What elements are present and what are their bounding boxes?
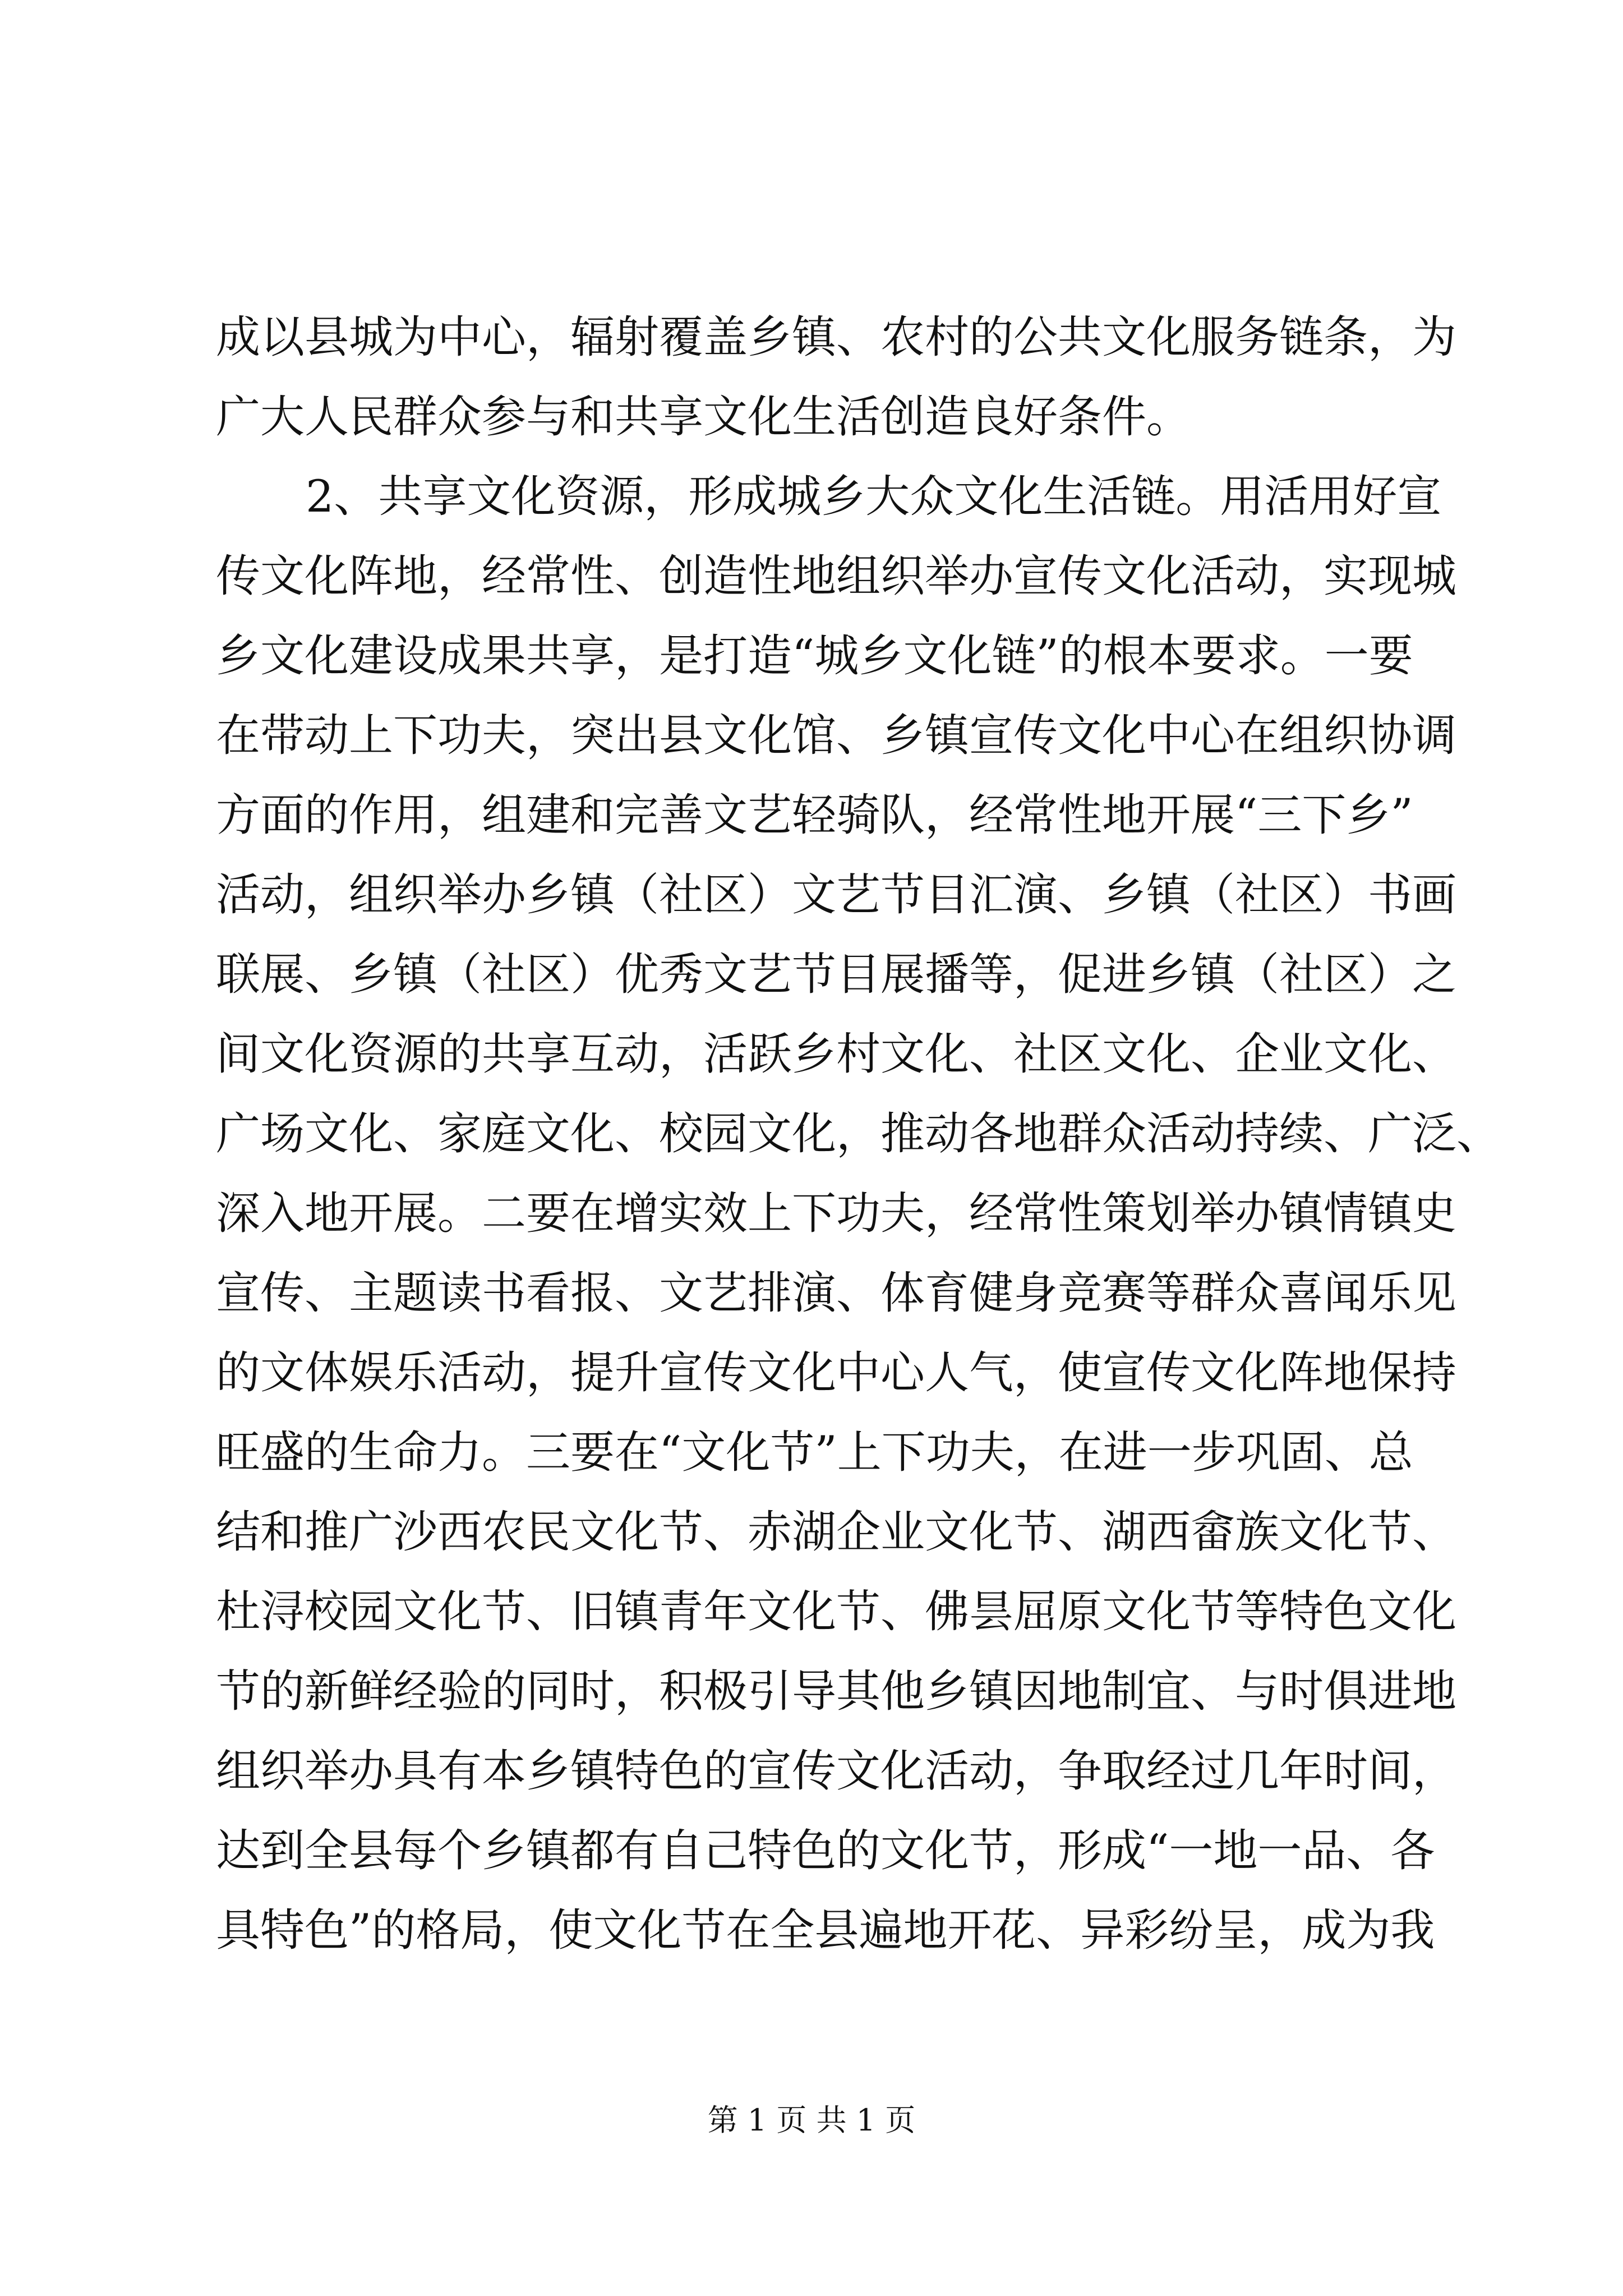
text-line-21: 具特色”的格局，使文化节在全县遍地开花、异彩纷呈，成为我: [216, 1904, 1435, 1956]
text-line-2: 广大人民群众参与和共享文化生活创造良好条件。: [216, 391, 1191, 443]
text-line-16: 结和推广沙西农民文化节、赤湖企业文化节、湖西畲族文化节、: [216, 1506, 1456, 1558]
text-line-17: 杜浔校园文化节、旧镇青年文化节、佛昙屈原文化节等特色文化: [216, 1586, 1456, 1637]
text-line-19: 组织举办具有本乡镇特色的宣传文化活动，争取经过几年时间，: [216, 1745, 1456, 1797]
text-line-12: 深入地开展。二要在增实效上下功夫，经常性策划举办镇情镇史: [216, 1188, 1456, 1239]
text-line-4: 传文化阵地，经常性、创造性地组织举办宣传文化活动，实现城: [216, 550, 1456, 602]
page-number-footer: 第 1 页 共 1 页: [707, 2102, 916, 2138]
text-line-8: 活动，组织举办乡镇（社区）文艺节目汇演、乡镇（社区）书画: [216, 869, 1456, 921]
text-line-9: 联展、乡镇（社区）优秀文艺节目展播等，促进乡镇（社区）之: [216, 949, 1456, 1000]
text-line-1: 成以县城为中心，辐射覆盖乡镇、农村的公共文化服务链条，为: [216, 311, 1456, 363]
text-line-10: 间文化资源的共享互动，活跃乡村文化、社区文化、企业文化、: [216, 1028, 1456, 1080]
text-line-13: 宣传、主题读书看报、文艺排演、体育健身竞赛等群众喜闻乐见: [216, 1267, 1456, 1319]
text-line-15: 旺盛的生命力。三要在“文化节”上下功夫，在进一步巩固、总: [216, 1427, 1413, 1478]
text-line-6: 在带动上下功夫，突出县文化馆、乡镇宣传文化中心在组织协调: [216, 710, 1456, 761]
text-line-11: 广场文化、家庭文化、校园文化，推动各地群众活动持续、广泛、: [216, 1108, 1501, 1159]
text-line-14: 的文体娱乐活动，提升宣传文化中心人气，使宣传文化阵地保持: [216, 1347, 1456, 1398]
text-line-7: 方面的作用，组建和完善文艺轻骑队，经常性地开展“三下乡”: [216, 789, 1413, 841]
text-line-20: 达到全县每个乡镇都有自己特色的文化节，形成“一地一品、各: [216, 1825, 1435, 1876]
text-line-18: 节的新鲜经验的同时，积极引导其他乡镇因地制宜、与时俱进地: [216, 1665, 1456, 1717]
document-body: [216, 297, 1501, 1970]
text-line-5: 乡文化建设成果共享，是打造“城乡文化链”的根本要求。一要: [216, 630, 1413, 682]
text-line-3: 2、共享文化资源，形成城乡大众文化生活链。用活用好宣: [306, 471, 1442, 522]
